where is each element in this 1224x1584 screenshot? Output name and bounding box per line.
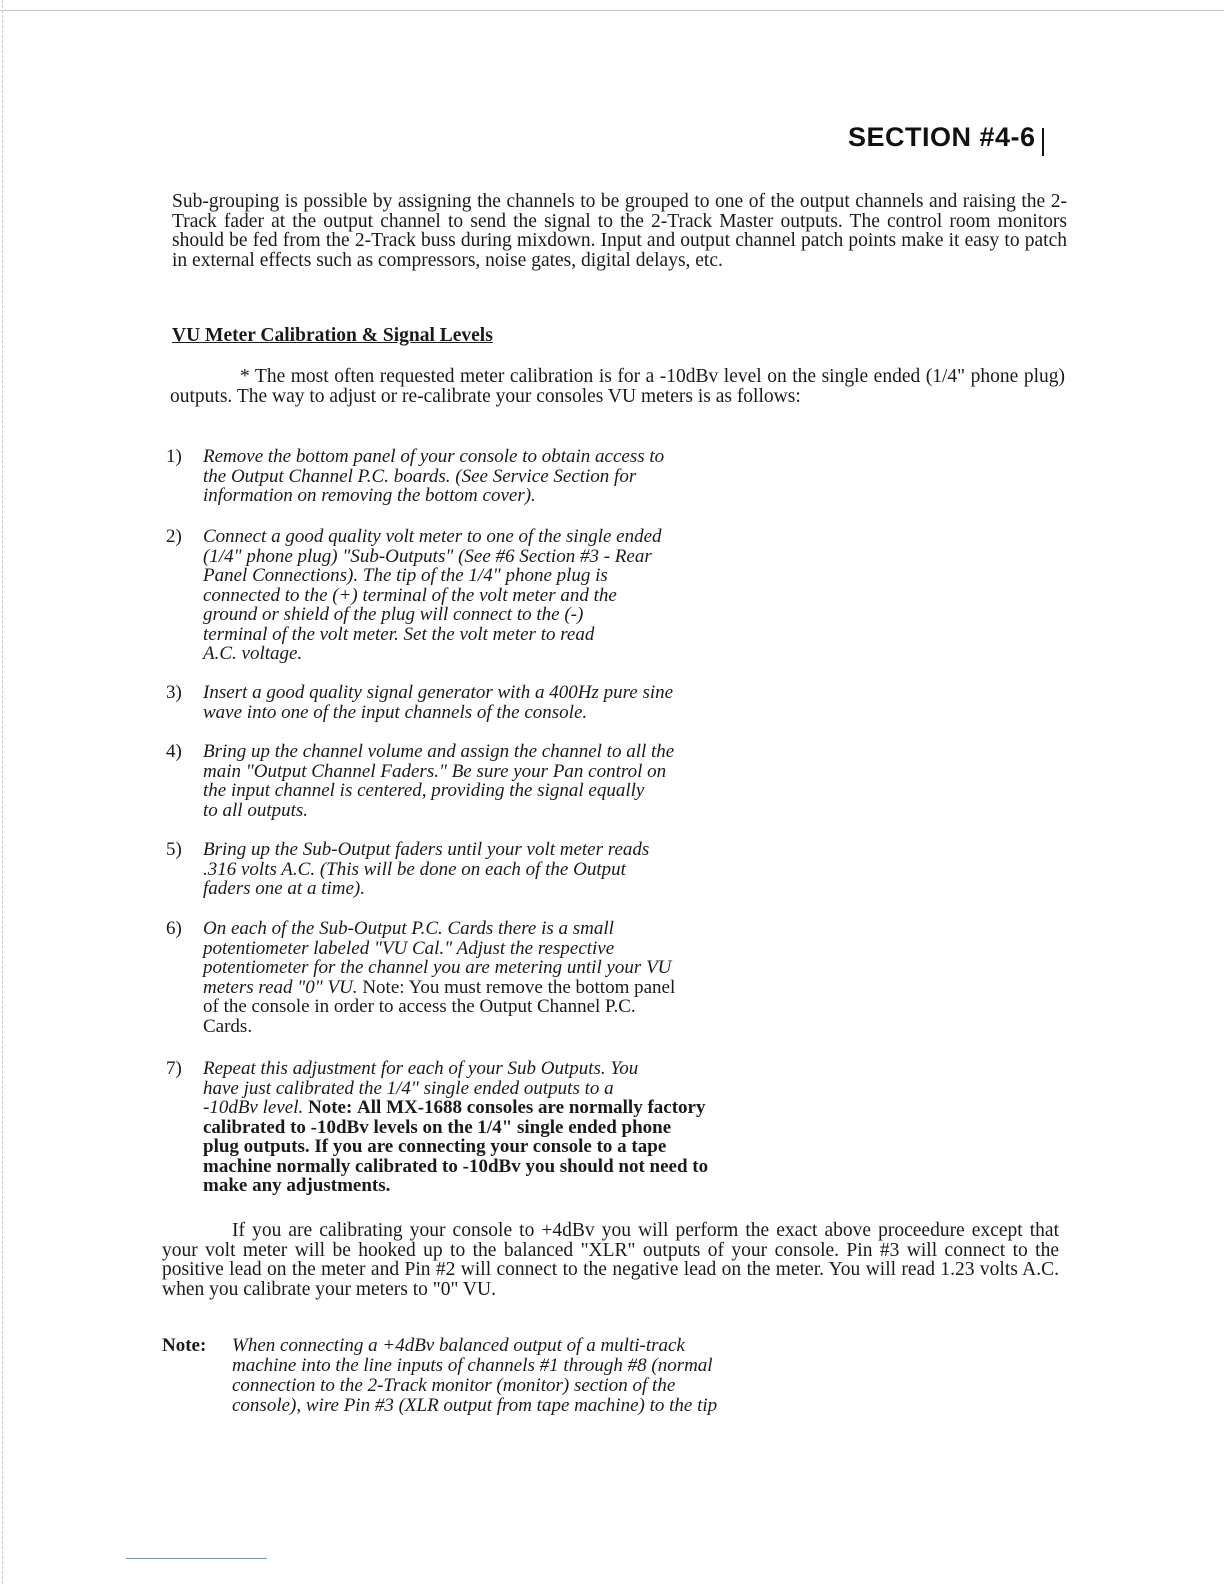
step-line-bold: All MX-1688 consoles are normally factory (357, 1097, 706, 1118)
step-line: main "Output Channel Faders." Be sure your Pan control on (203, 760, 667, 782)
step-number: 2) (166, 526, 182, 547)
step-number: 1) (166, 446, 182, 467)
step-body (203, 683, 673, 722)
step-line: potentiometer for the channel you are metering until your VU (203, 957, 672, 978)
note-body (232, 1336, 717, 1416)
step-line-normal: You must remove the bottom panel (408, 976, 676, 998)
step-line: ground or shield of the plug will connect to the (-) (203, 604, 584, 625)
step-line: information on removing the bottom cover). (203, 485, 536, 506)
step-line: to all outputs. (203, 799, 309, 821)
step-number: 6) (166, 918, 182, 939)
step-line: connected to the (+) terminal of the volt meter and the (203, 584, 617, 606)
step-body (203, 742, 674, 820)
scan-edge-left (2, 0, 3, 1584)
step-body (203, 919, 675, 1036)
note-line: machine into the line inputs of channels #1 through #8 (normal (232, 1355, 713, 1376)
section-heading-bar (1042, 128, 1044, 156)
step-line: A.C. voltage. (203, 643, 303, 664)
step-line: Insert a good quality signal generator with a 400Hz pure sine (203, 682, 674, 703)
step-body (203, 447, 664, 506)
step-line: faders one at a time). (203, 878, 366, 899)
step-line: wave into one of the input channels of the console. (203, 701, 588, 723)
section-heading (848, 122, 1036, 153)
scan-mark-bottom (126, 1558, 267, 1559)
step-line-italic: -10dBv level. (203, 1097, 304, 1118)
step-body (203, 840, 649, 899)
note-line: connection to the 2-Track monitor (monitor) section of the (232, 1375, 676, 1396)
step-number: 7) (166, 1058, 182, 1079)
step-line: calibrated to -10dBv levels on the 1/4" single ended phone (203, 1116, 672, 1138)
step-body (203, 527, 662, 664)
step-line: the Output Channel P.C. boards. (See Service Section for (203, 465, 637, 487)
step-line: plug outputs. If you are connecting your console to a tape (203, 1136, 667, 1157)
step-line: Bring up the channel volume and assign the channel to all the (203, 741, 675, 762)
note-line: console), wire Pin #3 (XLR output from tape machine) to the tip (232, 1395, 718, 1416)
step-line: .316 volts A.C. (This will be done on each of the Output (203, 858, 626, 880)
step-note-label: Note: (362, 976, 405, 998)
scan-edge-top (0, 10, 1224, 11)
step-line: potentiometer labeled "VU Cal." Adjust the respective (203, 937, 615, 959)
step-number: 3) (166, 682, 182, 703)
step-line: machine normally calibrated to -10dBv you should not need to (203, 1155, 709, 1177)
step-line: Panel Connections). The tip of the 1/4" phone plug is (203, 565, 608, 586)
step-line (203, 1098, 708, 1118)
vu-paragraph: * The most often requested meter calibration is for a -10dBv level on the single ended (1/4" phone plug) outputs. The way to adjust or re-calibrate your consoles VU meters is as follows: (170, 366, 1065, 407)
note-line: When connecting a +4dBv balanced output of a multi-track (232, 1335, 685, 1356)
step-number: 4) (166, 741, 182, 762)
intro-paragraph: Sub-grouping is possible by assigning the channels to be grouped to one of the output channels and raising the 2-Track fader at the output channel to send the signal to the 2-Track Master outputs. The control room monitors should be fed from the 2-Track buss during mixdown. Input and output channel patch points make it easy to patch in external effects such as compressors, noise gates, digital delays, etc. (172, 191, 1067, 271)
step-line: Repeat this adjustment for each of your Sub Outputs. You (203, 1058, 639, 1079)
step-line (203, 978, 675, 998)
vu-heading: VU Meter Calibration & Signal Levels (172, 325, 493, 346)
step-line: terminal of the volt meter. Set the volt meter to read (203, 623, 595, 645)
step-line: Bring up the Sub-Output faders until your volt meter reads (203, 839, 650, 860)
step-line: the input channel is centered, providing the signal equally (203, 780, 645, 801)
step-line: (1/4" phone plug) "Sub-Outputs" (See #6 Section #3 - Rear (203, 545, 652, 567)
step-number: 5) (166, 839, 182, 860)
step-line: make any adjustments. (203, 1175, 391, 1196)
note-label: Note: (162, 1335, 207, 1356)
step-line: have just calibrated the 1/4" single ended outputs to a (203, 1077, 614, 1099)
xlr-paragraph: If you are calibrating your console to +4dBv you will perform the exact above proceedure except that your volt meter will be hooked up to the balanced "XLR" outputs of your console. Pin #3 will connect to the positive lead on the meter and Pin #2 will connect to the negative lead on the meter. You will read 1.23 volts A.C. when you calibrate your meters to "0" VU. (162, 1220, 1059, 1300)
step-line: of the console in order to access the Output Channel P.C. (203, 996, 636, 1017)
step-line: Remove the bottom panel of your console to obtain access to (203, 446, 665, 467)
step-line: Connect a good quality volt meter to one of the single ended (203, 526, 662, 547)
step-body (203, 1059, 708, 1196)
section-heading-text: SECTION #4-6 (848, 122, 1036, 152)
step-line-italic: meters read "0" VU. (203, 976, 358, 998)
step-line: On each of the Sub-Output P.C. Cards there is a small (203, 918, 614, 939)
step-note-label: Note: (307, 1097, 353, 1118)
step-line: Cards. (203, 1015, 253, 1037)
